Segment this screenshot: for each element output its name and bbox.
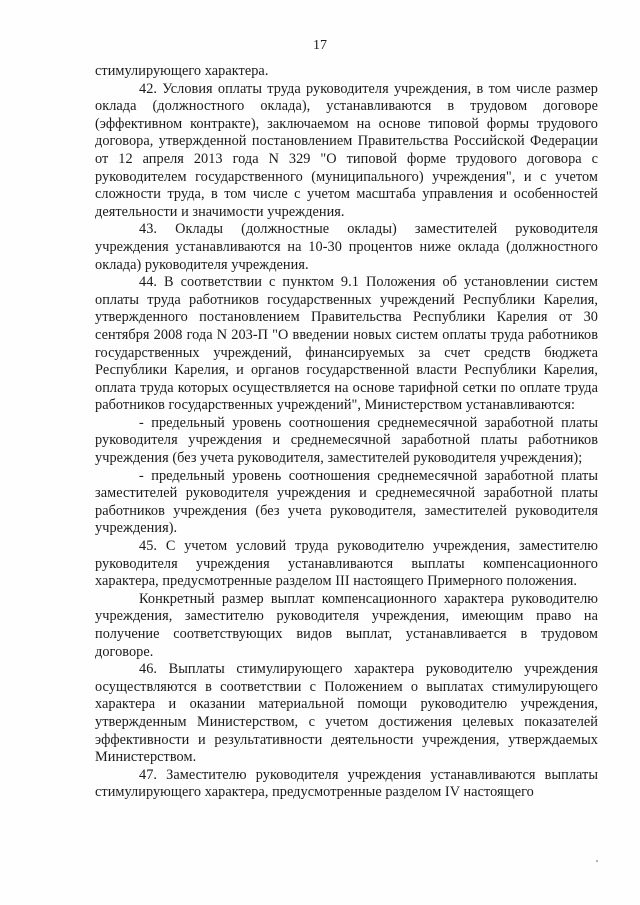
paragraph-44-item-2: - предельный уровень соотношения среднемесячной заработной платы заместителей руководителя учреждения и среднемесячной заработной платы работников учреждения (без учета руководителя, заместителей руководителя учреждения).	[95, 467, 598, 537]
paragraph-44: 44. В соответствии с пунктом 9.1 Положения об установлении систем оплаты труда работников государственных учреждений Республики Карелия, утвержденного постановлением Правительства Республики Карелия от 30 сентября 2008 года N 203-П "О введении новых систем оплаты труда работников государственных учреждений, финансируемых за счет средств бюджета Республики Карелия, и органов государственной власти Республики Карелия, оплата труда которых осуществляется на основе тарифной сетки по оплате труда работников государственных учреждений", Министерством устанавливаются:	[95, 274, 598, 414]
document-body	[95, 63, 598, 802]
paragraph-42: 42. Условия оплаты труда руководителя учреждения, в том числе размер оклада (должностного оклада), устанавливаются в трудовом договоре (эффективном контракте), заключаемом на основе типовой формы трудового договора, утвержденной постановлением Правительства Российской Федерации от 12 апреля 2013 года N 329 "О типовой форме трудового договора с руководителем государственного (муниципального) учреждения", и с учетом сложности труда, в том числе с учетом масштаба управления и особенностей деятельности и значимости учреждения.	[95, 80, 598, 220]
paragraph-45-continuation: Конкретный размер выплат компенсационного характера руководителю учреждения, заместителю руководителя учреждения, имеющим право на получение соответствующих видов выплат, устанавливается в трудовом договоре.	[95, 590, 598, 660]
paragraph-45: 45. С учетом условий труда руководителю учреждения, заместителю руководителя учреждения устанавливаются выплаты компенсационного характера, предусмотренные разделом III настоящего Примерного положения.	[95, 538, 598, 590]
paragraph-46: 46. Выплаты стимулирующего характера руководителю учреждения осуществляются в соответствии с Положением о выплатах стимулирующего характера и оказании материальной помощи руководителю учреждения, утвержденным Министерством, с учетом достижения целевых показателей эффективности и результативности деятельности учреждения, утверждаемых Министерством.	[95, 661, 598, 766]
paragraph-43: 43. Оклады (должностные оклады) заместителей руководителя учреждения устанавливаются на 10-30 процентов ниже оклада (должностного оклада) руководителя учреждения.	[95, 221, 598, 273]
paragraph-47: 47. Заместителю руководителя учреждения устанавливаются выплаты стимулирующего характера, предусмотренные разделом IV настоящего	[95, 766, 598, 801]
paragraph-continuation: стимулирующего характера.	[95, 63, 269, 79]
scan-speck	[596, 860, 598, 862]
paragraph-44-item-1: - предельный уровень соотношения среднемесячной заработной платы руководителя учреждения и среднемесячной заработной платы работников учреждения (без учета руководителя, заместителей руководителя учреждения);	[95, 414, 598, 467]
page-number: 17	[313, 38, 327, 53]
